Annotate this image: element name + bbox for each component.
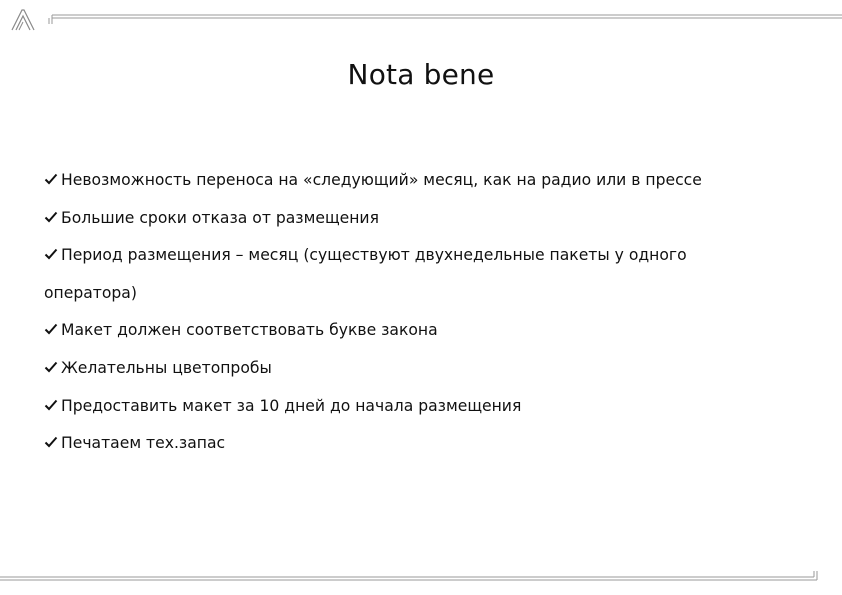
- checkmark-icon: [44, 360, 58, 374]
- checkmark-icon: [44, 172, 58, 186]
- slide-title: Nota bene: [347, 58, 495, 91]
- bullet-item: [44, 388, 804, 426]
- bullet-item: [44, 350, 804, 388]
- bullet-list: [44, 162, 804, 463]
- bullet-item: [44, 162, 804, 200]
- bullet-text: Макет должен соответствовать букве закона: [61, 321, 438, 340]
- bullet-text: оператора): [44, 283, 137, 302]
- bullet-text: Невозможность переноса на «следующий» месяц, как на радио или в прессе: [61, 171, 702, 189]
- bullet-text: Печатаем тех.запас: [61, 434, 226, 453]
- bullet-text: Предоставить макет за 10 дней до начала размещения: [61, 396, 522, 415]
- checkmark-icon: [44, 247, 58, 261]
- bullet-text: Желательны цветопробы: [61, 358, 272, 377]
- bullet-continuation: [44, 275, 804, 313]
- bullet-text: Период размещения – месяц (существуют двухнедельные пакеты у одного: [61, 246, 687, 265]
- bullet-item: [44, 200, 804, 238]
- bullet-item: [44, 425, 804, 463]
- bullet-item: [44, 312, 804, 350]
- checkmark-icon: [44, 210, 58, 224]
- bullet-item: [44, 237, 804, 275]
- checkmark-icon: [44, 398, 58, 412]
- checkmark-icon: [44, 435, 58, 449]
- checkmark-icon: [44, 322, 58, 336]
- bullet-text: Большие сроки отказа от размещения: [61, 208, 379, 227]
